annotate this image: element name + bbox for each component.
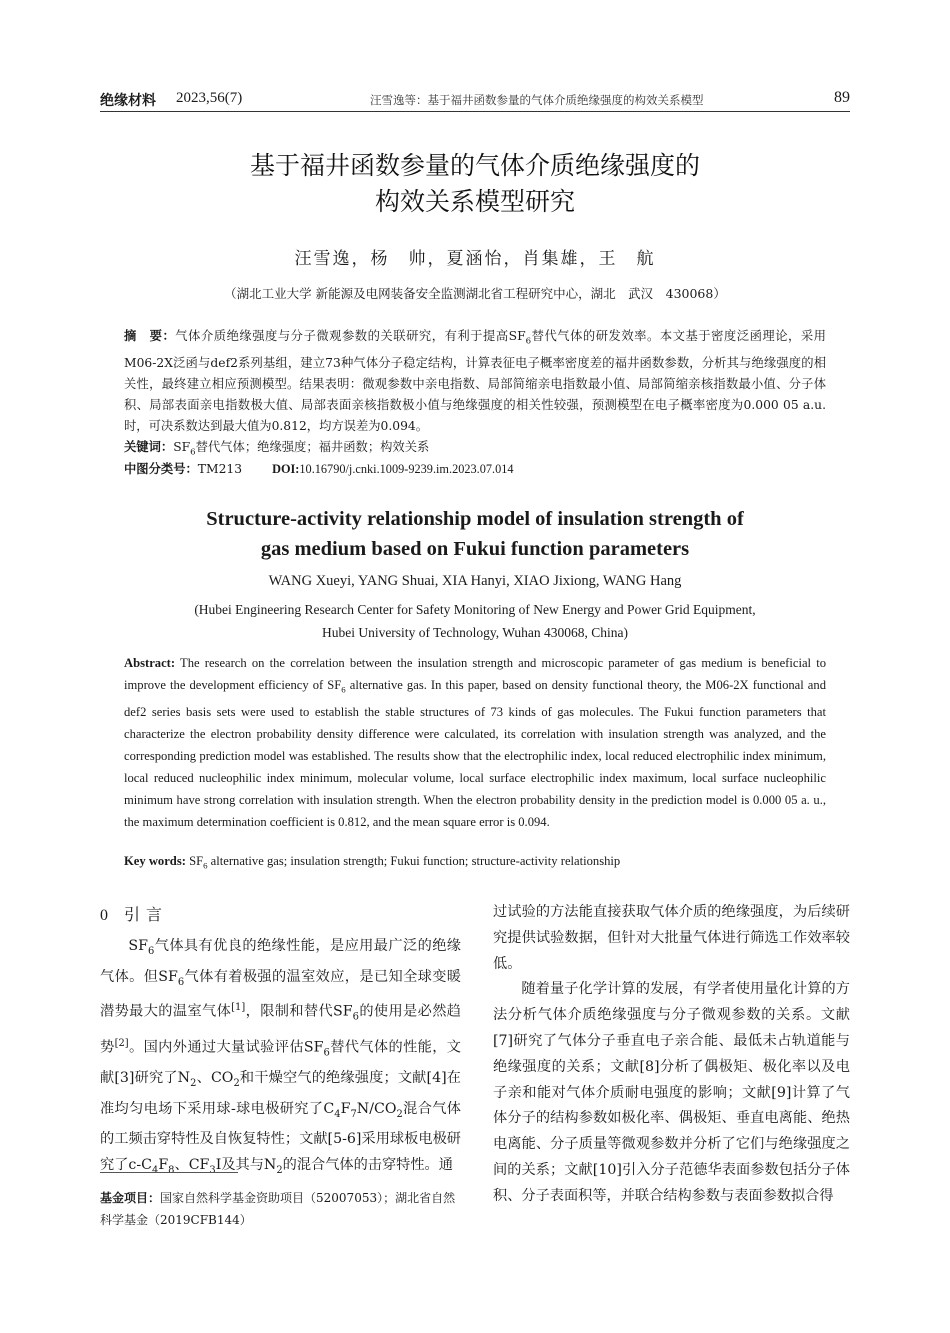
doi-value: 10.16790/j.cnki.1009-9239.im.2023.07.014 bbox=[299, 462, 514, 476]
subscript: 6 bbox=[525, 336, 532, 347]
cn-affiliation: （湖北工业大学 新能源及电网装备安全监测湖北省工程研究中心，湖北 武汉 430068） bbox=[224, 286, 726, 301]
en-keywords-text: SF bbox=[185, 854, 204, 868]
section-heading bbox=[100, 902, 168, 925]
section-number: 0 bbox=[100, 907, 108, 924]
cn-title bbox=[100, 148, 850, 220]
body-paragraph: 随着量子化学计算的发展，有学者使用量化计算的方法分析气体介质绝缘强度与分子微观参数的关系。文献[7]研究了气体分子垂直电子亲合能、最低未占轨道能与绝缘强度的关系；文献[8]分析了偶极矩、极化率以及电子亲和能对气体介质耐电强度的影响；文献[9]计算了气体分子的结构参数如极化率、偶极矩、垂直电离能、绝热电离能、分子质量等微观参数并分析了它们与绝缘强度之间的关系；文献[10]引入分子范德华表面参数包括分子体积、分子表面积等，并联合结构参数与表面参数拟合得 bbox=[493, 981, 850, 1204]
en-title-line2: gas medium based on Fukui function parameters bbox=[260, 538, 690, 560]
page-number: 89 bbox=[834, 89, 850, 106]
cn-keywords-label: 关键词： bbox=[124, 440, 174, 454]
en-authors: WANG Xueyi, YANG Shuai, XIA Hanyi, XIAO Jixiong, WANG Hang bbox=[268, 573, 682, 589]
subscript: 6 bbox=[190, 447, 196, 458]
funding-footnote bbox=[100, 1187, 461, 1231]
cn-authors: 汪雪逸，杨 帅，夏涵怡，肖集雄，王 航 bbox=[294, 249, 656, 269]
body-paragraph: 过试验的方法能直接获取气体介质的绝缘强度，为后续研究提供试验数据，但针对大批量气体进行筛选工作效率较低。 bbox=[493, 904, 850, 972]
en-affiliation bbox=[100, 598, 850, 644]
en-keywords-text: alternative gas; insulation strength; Fukui function; structure-activity relationship bbox=[207, 854, 621, 868]
cn-abstract bbox=[124, 326, 826, 437]
footnote-label: 基金项目： bbox=[100, 1191, 161, 1205]
en-abstract-label: Abstract: bbox=[124, 656, 176, 670]
citation: [1] bbox=[231, 1002, 246, 1014]
cn-abstract-label: 摘 要： bbox=[124, 329, 176, 343]
en-abstract-text: alternative gas. In this paper, based on density functional theory, the M06-2X functional and def2 series basis sets were used to establish the stable structures of 73 kinds of gas molecules. The Fukui function parameters that characterize the electron probability density difference were calculated, its correlation with insulation strength was analyzed, and the corresponding prediction model was established. The results show that the electrophilic index, local reduced electrophilic index minimum, local reduced nucleophilic index minimum, molecular volume, local surface electrophilic index maximum, local surface nucleophilic minimum have strong correlation with insulation strength. When the electron probability density in the prediction model is 0.000 05 a. u., the maximum determination coefficient is 0.812, and the mean square error is 0.094. bbox=[124, 678, 826, 829]
citation: [2] bbox=[114, 1037, 129, 1049]
en-keywords bbox=[124, 850, 826, 877]
running-title: 汪雪逸等：基于福井函数参量的气体介质绝缘强度的构效关系模型 bbox=[370, 93, 704, 107]
cn-abstract-text: 替代气体的研发效率。本文基于密度泛函理论，采用M06-2X泛函与def2系列基组，建立73种气体分子稳定结构，计算表征电子概率密度差的福井函数参数，分析其与绝缘强度的相关性，最终建立相应预测模型。结果表明：微观参数中亲电指数、局部简缩亲电指数最小值、局部简缩亲核指数最小值、分子体积、局部表面亲电指数极大值、局部表面亲核指数极小值与绝缘强度的相关性较强，预测模型在电子概率密度为0.000 05 a.u.时，可决系数达到最大值为0.812，均方误差为0.094。 bbox=[124, 329, 826, 434]
en-affiliation-line1: (Hubei Engineering Research Center for Safety Monitoring of New Energy and Power Grid Equipment, bbox=[194, 602, 756, 617]
body-paragraph: $SF_6$气体具有优良的绝缘性能，是应用最广泛的绝缘气体。但$SF_6$气体有着极强的温室效应，是已知全球变暖潜势最大的温室气体[1]，限制和替代$SF_6$的使用是必然趋势[2]。国内外通过大量试验评估$SF_6$替代气体的性能，文献[3]研究了$N_2$、$CO_2$和干燥空气的绝缘强度；文献[4]在准均匀电场下采用球-球电极研究了$C_4F_7N/CO_2$混合气体的工频击穿特性及自恢复特性；文献[5-6]采用球板电极研究了$c-C_4F_8$、$CF_3I$及其与$N_2$的混合气体的击穿特性。通 bbox=[100, 938, 461, 1176]
en-keywords-label: Key words: bbox=[124, 854, 186, 868]
en-abstract-text: The research on the correlation between the insulation strength and microscopic parameter of gas medium is beneficial to improve the development efficiency of SF bbox=[124, 656, 826, 692]
cn-title-line2: 构效关系模型研究 bbox=[374, 187, 575, 216]
cn-keywords-text: 替代气体；绝缘强度；福井函数；构效关系 bbox=[195, 440, 430, 454]
body-left-column bbox=[100, 934, 461, 1184]
cn-classification bbox=[124, 459, 826, 480]
cn-title-line1: 基于福井函数参量的气体介质绝缘强度的 bbox=[249, 151, 700, 180]
doi-label: DOI: bbox=[272, 462, 300, 476]
en-abstract bbox=[124, 652, 826, 833]
header-rule bbox=[100, 111, 850, 112]
cn-abstract-text: 气体介质绝缘强度与分子微观参数的关联研究，有利于提高SF bbox=[175, 329, 526, 343]
cn-keywords-text: SF bbox=[173, 440, 191, 454]
journal-volume: 2023,56(7) bbox=[176, 90, 243, 106]
en-title bbox=[100, 504, 850, 564]
en-affiliation-line2: Hubei University of Technology, Wuhan 430068, China) bbox=[321, 625, 629, 640]
section-title: 引言 bbox=[124, 905, 169, 924]
en-title-line1: Structure-activity relationship model of insulation strength of bbox=[206, 508, 744, 530]
journal-name: 绝缘材料 bbox=[100, 93, 156, 109]
body-right-column bbox=[493, 900, 850, 1210]
footnote-rule bbox=[100, 1172, 238, 1173]
cls-label: 中图分类号： bbox=[124, 462, 198, 476]
subscript: 6 bbox=[203, 860, 208, 871]
footnote-text: 国家自然科学基金资助项目（52007053）；湖北省自然科学基金（2019CFB144） bbox=[100, 1191, 456, 1227]
cls-value: TM213 bbox=[197, 462, 243, 476]
subscript: 6 bbox=[341, 684, 346, 695]
